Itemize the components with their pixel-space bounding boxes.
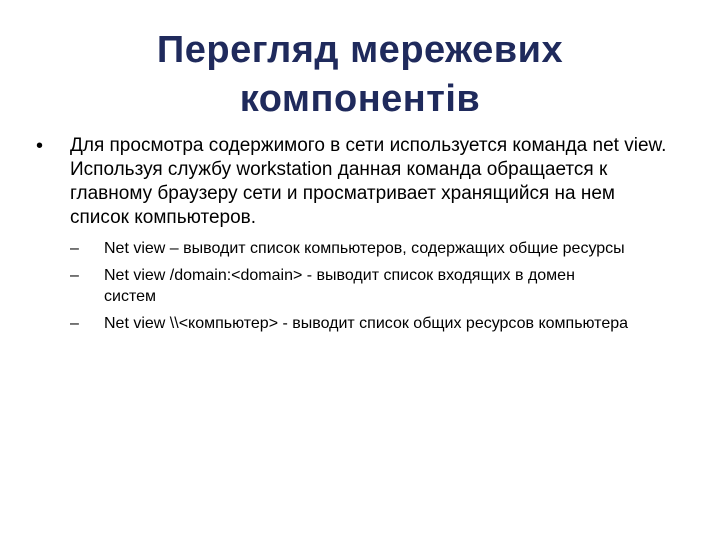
bullet-text: Для просмотра содержимого в сети используется команда net view. Используя службу workstation данная команда обращается к главному браузеру сети и просматривает хранящийся на нем список компьютеров.: [70, 135, 667, 228]
bullet-marker: •: [36, 135, 44, 157]
slide-title: Перегляд мережевих компонентів: [156, 29, 564, 120]
sub-bullet-marker: –: [70, 267, 79, 284]
sub-bullet-text: Net view \\<компьютер> - выводит список общих ресурсов компьютера: [104, 315, 629, 332]
sub-bullet-text: Net view /domain:<domain> - выводит список входящих в домен систем: [104, 267, 575, 305]
sub-bullet-text: Net view – выводит список компьютеров, содержащих общие ресурсы: [104, 240, 625, 257]
sub-bullet-marker: –: [70, 315, 79, 332]
sub-bullet-marker: –: [70, 240, 79, 257]
sub-bullet-item: [70, 313, 670, 334]
slide-content: [30, 134, 670, 340]
main-bullet: [30, 134, 670, 230]
sub-bullet-item: [70, 238, 670, 259]
sub-bullet-item: [70, 265, 670, 307]
sub-bullet-list: [30, 238, 670, 334]
